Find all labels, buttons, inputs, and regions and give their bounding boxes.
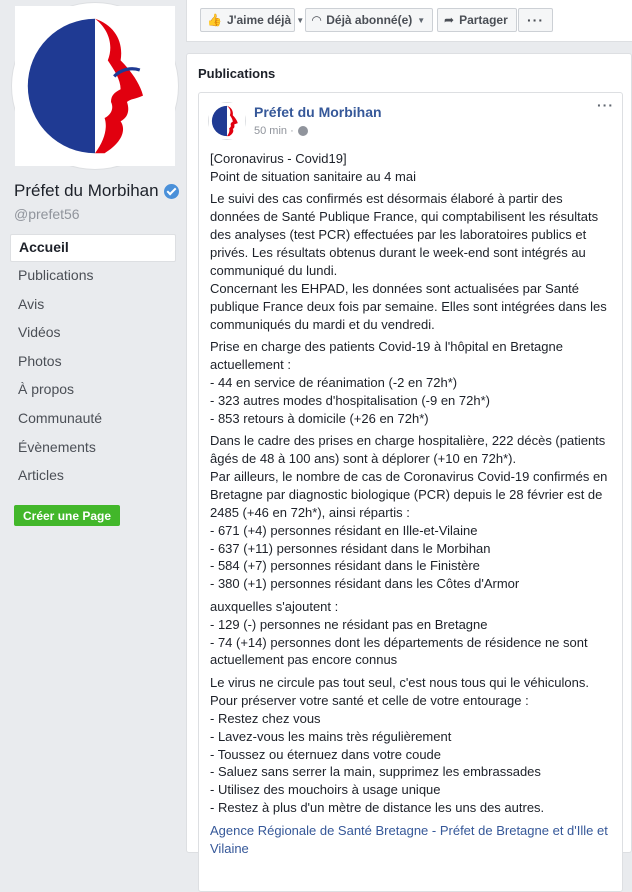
post-paragraph	[210, 338, 615, 428]
post-tags	[210, 822, 615, 858]
post-line: - Lavez-vous les mains très régulièrement	[210, 728, 452, 744]
page-title-text: Préfet du Morbihan	[14, 181, 159, 200]
post-line: - Utilisez des mouchoirs à usage unique	[210, 782, 441, 798]
post-paragraph	[210, 432, 615, 593]
nav-item-evenements[interactable]: Évènements	[18, 438, 96, 455]
tag-link-prefet-bretagne[interactable]: Préfet de Bretagne et d'Ille et Vilaine	[210, 822, 608, 856]
post-line: - 44 en service de réanimation (-2 en 72h*)	[210, 374, 458, 390]
post-line: Point de situation sanitaire au 4 mai	[210, 168, 416, 184]
marianne-logo	[209, 103, 245, 139]
nav-item-a-propos[interactable]: À propos	[18, 381, 75, 398]
post-line: - 74 (+14) personnes dont les départements de résidence ne sont actuellement pas encore connus	[210, 634, 588, 668]
nav-item-videos[interactable]: Vidéos	[18, 324, 61, 341]
post-line: - Toussez ou éternuez dans votre coude	[210, 746, 442, 762]
post-line: Le virus ne circule pas tout seul, c'est nous tous qui le véhiculons.	[210, 674, 589, 690]
like-button[interactable]	[200, 8, 305, 32]
nav-item-accueil[interactable]: Accueil	[10, 234, 176, 262]
thumbs-up-icon: 👍	[207, 13, 222, 27]
post-author-name[interactable]: Préfet du Morbihan	[254, 104, 382, 120]
marianne-logo	[15, 6, 175, 166]
post-line: Concernant les EHPAD, les données sont actualisées par Santé publique France deux fois par semaine. Elles sont intégrées dans les communiqués du mardi et du vendredi.	[210, 280, 607, 332]
post-options-button[interactable]: ···	[597, 97, 614, 113]
post-line: Le suivi des cas confirmés est désormais élaboré à partir des données de Santé Publique France, qui comptabilisent les résultats des analyses (test PCR) effectuées par les laboratoires publics et privés. Les résultats obtenus durant le week-end sont intégrés au communiqué du lundi.	[210, 191, 599, 278]
page-title[interactable]	[14, 181, 179, 201]
verified-badge-icon	[164, 184, 179, 199]
nav-item-articles[interactable]: Articles	[18, 467, 64, 484]
post-line: - 380 (+1) personnes résidant dans les Côtes d'Armor	[210, 576, 520, 592]
page-handle[interactable]: @prefet56	[14, 206, 80, 222]
post-meta	[254, 125, 308, 137]
page-sidebar	[0, 0, 186, 844]
share-button-label: Partager	[459, 13, 508, 27]
page-nav	[10, 234, 176, 491]
post-paragraph	[210, 190, 615, 333]
subscribe-button[interactable]	[305, 8, 433, 32]
tag-separator: -	[428, 822, 440, 838]
post-line: Dans le cadre des prises en charge hospitalière, 222 décès (patients âgés de 48 à 100 ans) sont à déplorer (+10 en 72h*).	[210, 433, 606, 466]
post-line: auxquelles s'ajoutent :	[210, 598, 339, 614]
chevron-down-icon: ▼	[296, 15, 305, 25]
post-line: - 584 (+7) personnes résidant dans le Finistère	[210, 558, 480, 574]
globe-icon	[298, 126, 308, 136]
page-profile-picture[interactable]	[12, 3, 178, 169]
post-text	[210, 150, 615, 862]
rss-icon: ◠	[312, 13, 322, 27]
post-line: - Restez chez vous	[210, 710, 321, 726]
post-paragraph	[210, 150, 615, 186]
nav-item-avis[interactable]: Avis	[18, 295, 45, 312]
nav-item-communaute[interactable]: Communauté	[18, 409, 103, 426]
post-line: Par ailleurs, le nombre de cas de Coronavirus Covid-19 confirmés en Bretagne par diagnostic biologique (PCR) depuis le 28 février est de 2485 (+46 en 72h*), ainsi répartis :	[210, 468, 608, 520]
nav-item-photos[interactable]: Photos	[18, 352, 62, 369]
post-line: Pour préserver votre santé et celle de votre entourage :	[210, 692, 529, 708]
post-paragraph	[210, 598, 615, 670]
post-line: [Coronavirus - Covid19]	[210, 151, 347, 166]
create-page-button[interactable]: Créer une Page	[14, 505, 120, 526]
post-line: - 129 (-) personnes ne résidant pas en Bretagne	[210, 616, 488, 632]
more-options-button[interactable]: ···	[518, 8, 553, 32]
post-line: - 671 (+4) personnes résidant en Ille-et-Vilaine	[210, 522, 478, 538]
post-card	[198, 92, 623, 892]
post-author-avatar[interactable]	[208, 102, 246, 140]
post-line: Prise en charge des patients Covid-19 à l'hôpital en Bretagne actuellement :	[210, 339, 563, 372]
post-paragraph	[210, 674, 615, 817]
share-button[interactable]	[437, 8, 517, 32]
publications-panel	[186, 53, 632, 856]
page-action-bar	[186, 0, 632, 42]
nav-item-publications[interactable]: Publications	[18, 267, 94, 283]
post-line: - 853 retours à domicile (+26 en 72h*)	[210, 410, 429, 426]
post-line: - Restez à plus d'un mètre de distance les uns des autres.	[210, 800, 545, 816]
subscribe-button-label: Déjà abonné(e)	[326, 13, 413, 27]
post-line: - Saluez sans serrer la main, supprimez les embrassades	[210, 764, 541, 780]
post-timestamp[interactable]: 50 min ·	[254, 125, 294, 137]
tag-link-ars-bretagne[interactable]: Agence Régionale de Santé Bretagne	[210, 822, 429, 838]
post-line: - 637 (+11) personnes résidant dans le Morbihan	[210, 540, 491, 556]
post-line: - 323 autres modes d'hospitalisation (-9 en 72h*)	[210, 392, 490, 408]
publications-heading: Publications	[198, 66, 276, 81]
like-button-label: J'aime déjà	[226, 13, 292, 27]
chevron-down-icon: ▼	[417, 15, 426, 25]
share-arrow-icon: ➦	[444, 13, 455, 27]
